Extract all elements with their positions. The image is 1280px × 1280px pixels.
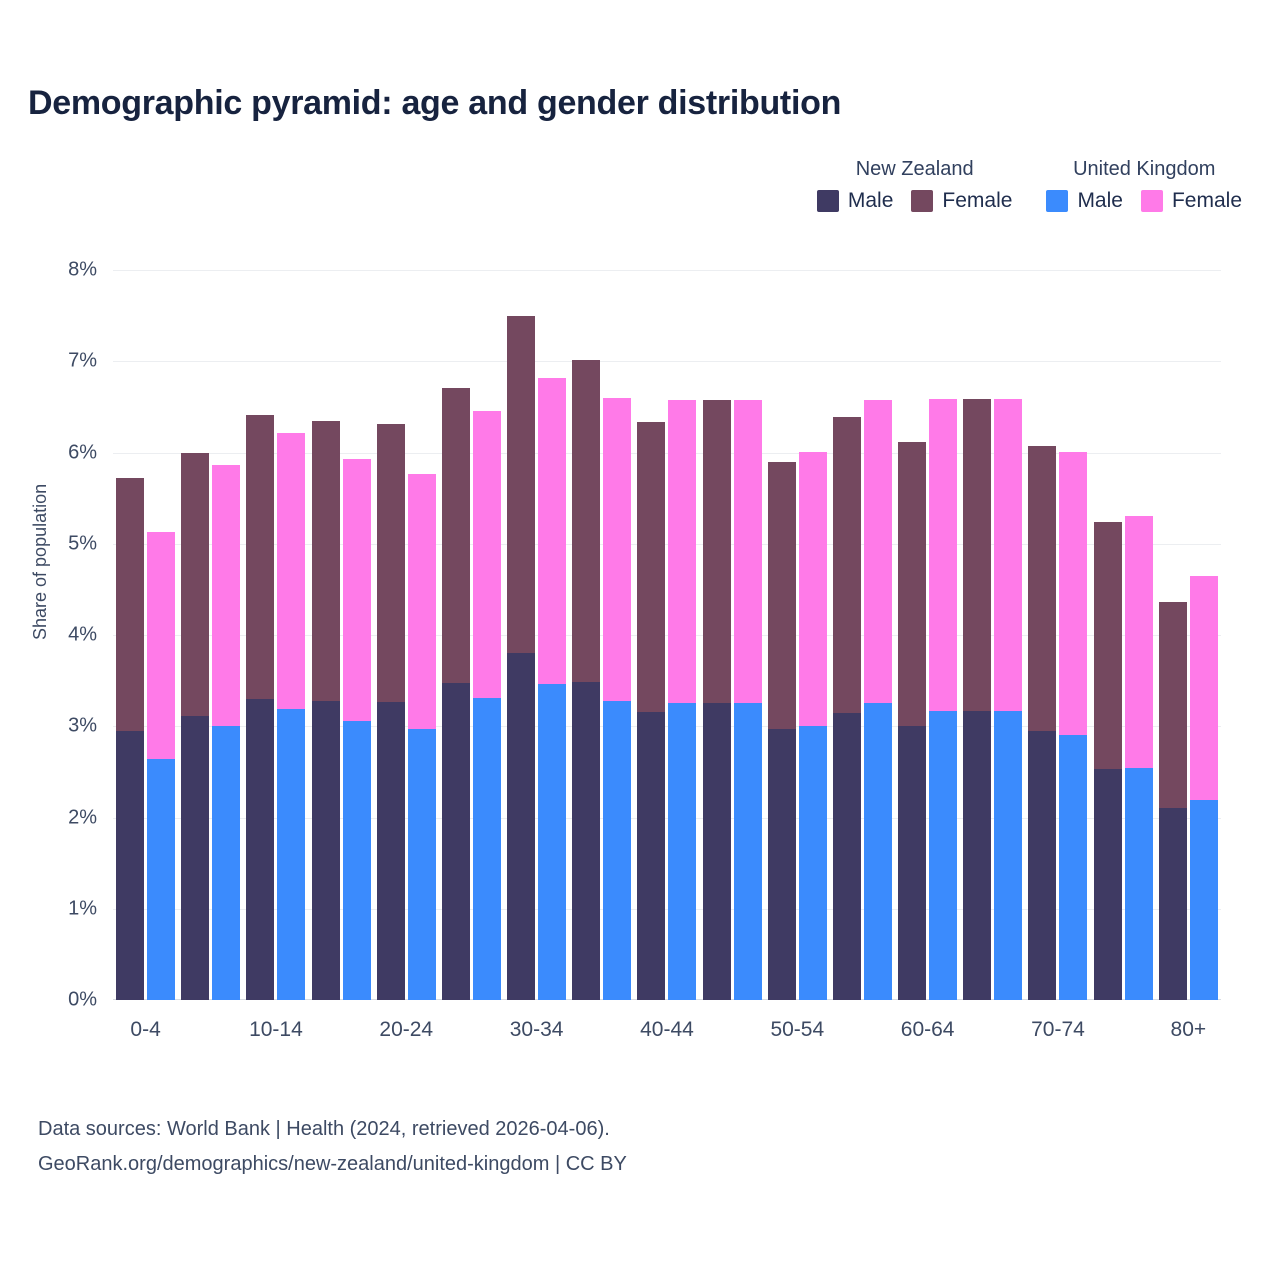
bar[interactable] bbox=[147, 532, 175, 1000]
bar-group bbox=[569, 270, 634, 1000]
x-axis-tick-label bbox=[700, 1018, 765, 1042]
x-axis-tick-label bbox=[439, 1018, 504, 1042]
bar[interactable] bbox=[734, 400, 762, 1000]
bar[interactable] bbox=[833, 417, 861, 1000]
x-axis-tick-label: 70-74 bbox=[1031, 1018, 1085, 1041]
bar-segment-uk-male bbox=[1190, 800, 1218, 1000]
legend-item-uk-female[interactable] bbox=[1141, 189, 1242, 213]
bar[interactable] bbox=[1125, 516, 1153, 1000]
x-axis-tick-label: 80+ bbox=[1170, 1018, 1207, 1041]
bar[interactable] bbox=[473, 411, 501, 1000]
bar-segment-uk-male bbox=[343, 721, 371, 1000]
bar[interactable] bbox=[246, 415, 274, 1000]
legend-swatch-icon bbox=[1046, 190, 1068, 212]
legend-group-title: United Kingdom bbox=[1073, 158, 1216, 180]
legend-swatch-icon bbox=[911, 190, 933, 212]
legend-group-new-zealand bbox=[817, 158, 1013, 213]
legend-swatch-icon bbox=[817, 190, 839, 212]
bar-group bbox=[634, 270, 699, 1000]
bar-segment-uk-male bbox=[799, 726, 827, 1000]
page-title: Demographic pyramid: age and gender distribution bbox=[28, 84, 842, 122]
y-axis-tick-label: 1% bbox=[68, 897, 97, 920]
bar[interactable] bbox=[637, 422, 665, 1000]
bar-group bbox=[243, 270, 308, 1000]
bar-segment-nz-male bbox=[833, 713, 861, 1000]
bar[interactable] bbox=[963, 399, 991, 1000]
legend-item-label: Female bbox=[942, 189, 1013, 212]
bar[interactable] bbox=[507, 316, 535, 1000]
bar-segment-uk-male bbox=[668, 703, 696, 1000]
y-axis-tick-label: 8% bbox=[68, 258, 97, 281]
bar-group bbox=[178, 270, 243, 1000]
bar-group bbox=[1156, 270, 1221, 1000]
bar-segment-uk-male bbox=[408, 729, 436, 1000]
chart-footer bbox=[38, 1112, 627, 1182]
bar-segment-uk-male bbox=[212, 726, 240, 1000]
x-axis-ticks bbox=[113, 1018, 1221, 1042]
bar-segment-nz-male bbox=[181, 716, 209, 1000]
bar[interactable] bbox=[343, 459, 371, 1000]
legend-item-uk-male[interactable] bbox=[1046, 189, 1123, 213]
bar-segment-uk-male bbox=[603, 701, 631, 1000]
footer-line-attribution: GeoRank.org/demographics/new-zealand/united-kingdom | CC BY bbox=[38, 1153, 627, 1175]
bar-segment-uk-male bbox=[473, 698, 501, 1000]
bar-segment-uk-male bbox=[864, 703, 892, 1000]
bar-segment-nz-male bbox=[377, 702, 405, 1000]
bar-group bbox=[374, 270, 439, 1000]
x-axis-tick-label bbox=[309, 1018, 374, 1042]
legend-group-title: New Zealand bbox=[855, 158, 974, 180]
bar[interactable] bbox=[864, 400, 892, 1000]
bar-segment-nz-male bbox=[442, 683, 470, 1000]
plot-area bbox=[113, 270, 1221, 1000]
bar[interactable] bbox=[181, 453, 209, 1000]
bar[interactable] bbox=[312, 421, 340, 1000]
y-axis-tick-label: 5% bbox=[68, 532, 97, 555]
bar-group bbox=[830, 270, 895, 1000]
bar-group bbox=[113, 270, 178, 1000]
bar-group bbox=[765, 270, 830, 1000]
bar[interactable] bbox=[668, 400, 696, 1000]
legend-group-united-kingdom bbox=[1046, 158, 1242, 213]
bar-segment-nz-male bbox=[768, 729, 796, 1000]
bar-group bbox=[504, 270, 569, 1000]
bar[interactable] bbox=[408, 474, 436, 1000]
bar-segment-nz-male bbox=[507, 653, 535, 1000]
legend-item-label: Male bbox=[1077, 189, 1123, 212]
bar[interactable] bbox=[1159, 602, 1187, 1000]
bar-segment-uk-male bbox=[1059, 735, 1087, 1000]
x-axis-tick-label: 20-24 bbox=[379, 1018, 434, 1041]
bar[interactable] bbox=[1028, 446, 1056, 1000]
x-axis-tick-label: 30-34 bbox=[509, 1018, 564, 1041]
y-axis-tick-label: 7% bbox=[68, 349, 97, 372]
bar[interactable] bbox=[442, 388, 470, 1000]
y-axis-tick-label: 4% bbox=[68, 623, 97, 646]
chart-legend bbox=[817, 158, 1242, 213]
bar[interactable] bbox=[212, 465, 240, 1000]
x-axis-tick-label: 60-64 bbox=[900, 1018, 955, 1041]
bar-segment-nz-male bbox=[1028, 731, 1056, 1000]
bar-segment-nz-male bbox=[637, 712, 665, 1000]
y-axis-label: Share of population bbox=[30, 483, 50, 640]
bar-group bbox=[960, 270, 1025, 1000]
bar-segment-nz-male bbox=[572, 682, 600, 1000]
bar-segment-nz-male bbox=[312, 701, 340, 1000]
bar-group bbox=[1091, 270, 1156, 1000]
bar-segment-uk-male bbox=[147, 759, 175, 1000]
x-axis-tick-label bbox=[960, 1018, 1025, 1042]
bar[interactable] bbox=[994, 399, 1022, 1000]
bar[interactable] bbox=[768, 462, 796, 1000]
legend-item-nz-male[interactable] bbox=[817, 189, 894, 213]
bar-group bbox=[895, 270, 960, 1000]
x-axis-tick-label: 0-4 bbox=[130, 1018, 161, 1041]
x-axis-tick-label: 40-44 bbox=[640, 1018, 694, 1041]
bar[interactable] bbox=[703, 400, 731, 1000]
bar-group bbox=[1025, 270, 1090, 1000]
bar[interactable] bbox=[799, 452, 827, 1000]
x-axis-tick-label: 50-54 bbox=[770, 1018, 825, 1041]
bar[interactable] bbox=[929, 399, 957, 1000]
x-axis-tick-label bbox=[569, 1018, 634, 1042]
bar-segment-nz-male bbox=[246, 699, 274, 1000]
x-axis-tick-label bbox=[178, 1018, 243, 1042]
bar[interactable] bbox=[377, 424, 405, 1000]
bar[interactable] bbox=[277, 433, 305, 1000]
bar-group bbox=[309, 270, 374, 1000]
bar[interactable] bbox=[1059, 452, 1087, 1000]
y-axis-tick-label: 2% bbox=[68, 806, 97, 828]
legend-item-label: Female bbox=[1171, 189, 1242, 212]
bar-segment-nz-male bbox=[116, 731, 144, 1000]
bar-segment-nz-male bbox=[1159, 808, 1187, 1000]
bar[interactable] bbox=[1094, 522, 1122, 1000]
y-axis-tick-label: 6% bbox=[68, 441, 97, 463]
x-axis-tick-label bbox=[1091, 1018, 1156, 1042]
bar-groups bbox=[113, 270, 1221, 1000]
legend-item-label: Male bbox=[847, 189, 894, 212]
bar[interactable] bbox=[538, 378, 566, 1000]
footer-line-sources: Data sources: World Bank | Health (2024, retrieved 2026-04-06). bbox=[38, 1118, 610, 1140]
y-axis-tick-label: 0% bbox=[68, 988, 97, 1011]
bar-segment-nz-male bbox=[963, 711, 991, 1000]
bar-segment-uk-male bbox=[994, 711, 1022, 1000]
x-axis-tick-label bbox=[830, 1018, 895, 1042]
bar[interactable] bbox=[603, 398, 631, 1000]
x-axis-tick-label: 10-14 bbox=[249, 1018, 303, 1041]
bar-segment-uk-male bbox=[929, 711, 957, 1000]
bar-group bbox=[700, 270, 765, 1000]
bar-segment-uk-male bbox=[1125, 768, 1153, 1000]
y-axis-tick-label: 3% bbox=[68, 714, 97, 737]
bar[interactable] bbox=[572, 360, 600, 1000]
legend-item-nz-female[interactable] bbox=[911, 189, 1012, 213]
bar-segment-nz-male bbox=[1094, 769, 1122, 1000]
legend-swatch-icon bbox=[1141, 190, 1163, 212]
bar-segment-nz-male bbox=[898, 726, 926, 1000]
bar-group bbox=[439, 270, 504, 1000]
bar-segment-uk-male bbox=[538, 684, 566, 1000]
bar-segment-nz-male bbox=[703, 703, 731, 1000]
bar[interactable] bbox=[898, 442, 926, 1000]
bar[interactable] bbox=[116, 478, 144, 1000]
bar-segment-uk-male bbox=[734, 703, 762, 1000]
bar-segment-uk-male bbox=[277, 709, 305, 1000]
bar[interactable] bbox=[1190, 576, 1218, 1000]
